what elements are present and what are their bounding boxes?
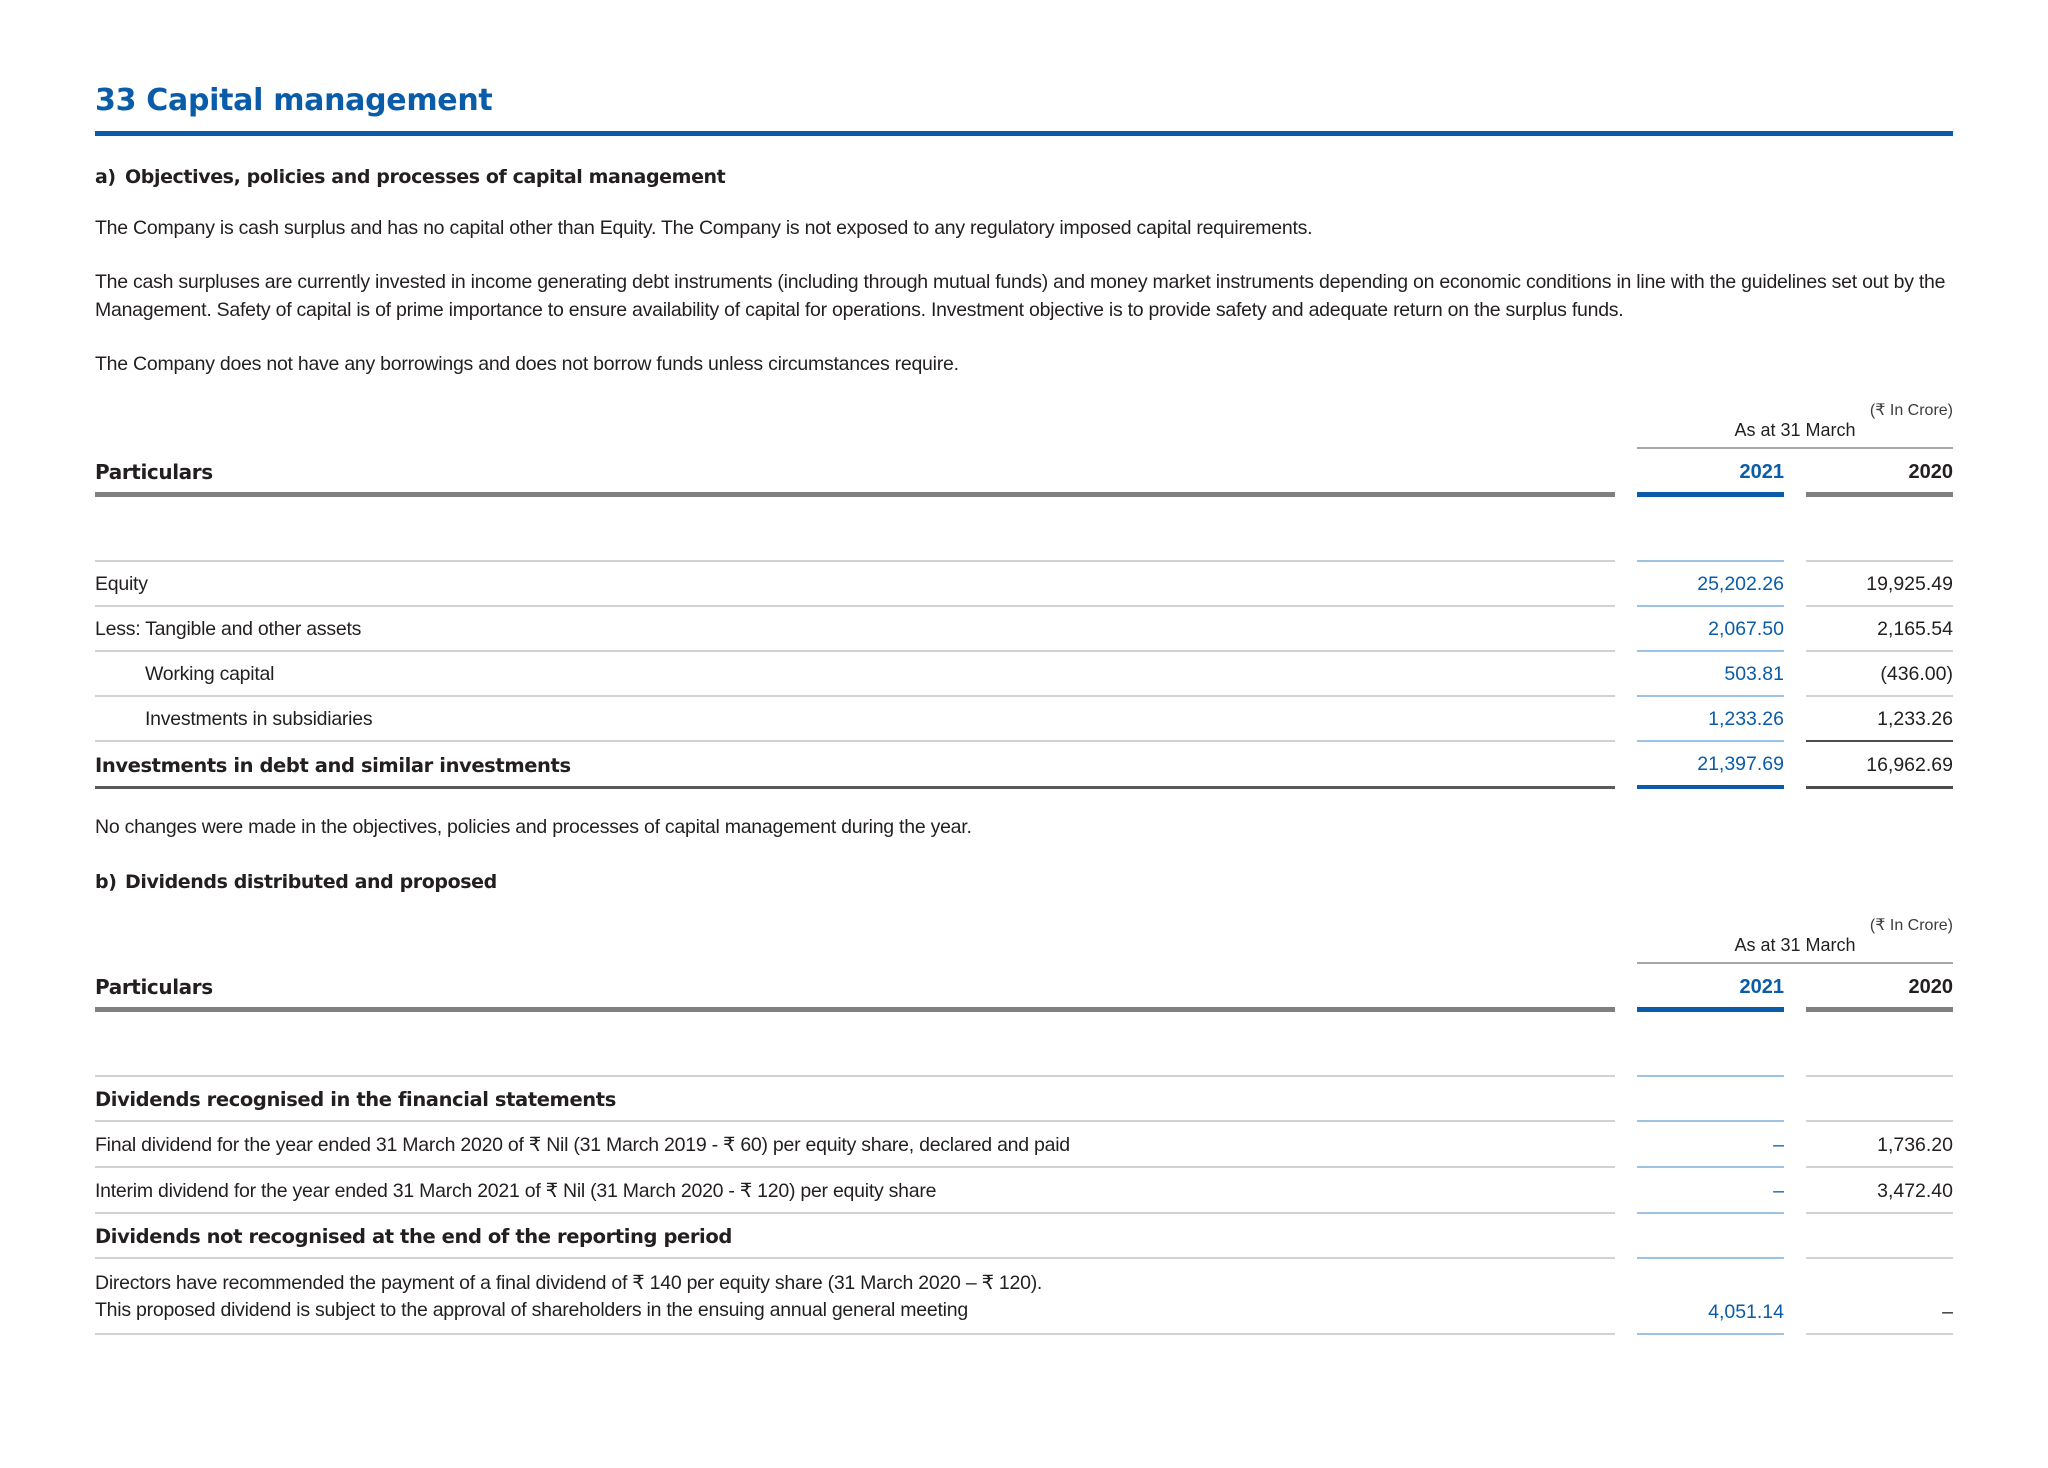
table-b-group-header: As at 31 March — [1637, 935, 1953, 964]
section-a-paragraph-2: The cash surpluses are currently invested in income generating debt instruments (including through mutual funds) and money market instruments depending on economic conditions in line with the guidelines set out by the Management. Safety of capital is of prime importance to ensure availability of capital for operations. Investment objective is to provide safety and adequate return on the surplus funds. — [95, 271, 1946, 321]
table-a-group-header: As at 31 March — [1637, 420, 1953, 449]
section-b-heading — [95, 871, 1953, 893]
row-label-line1: Directors have recommended the payment of a final dividend of ₹ 140 per equity share (31 March 2020 – ₹ 120). — [95, 1272, 1043, 1294]
row-value-2021: 25,202.26 — [1637, 562, 1784, 607]
table-row — [95, 562, 1953, 607]
row-label: Dividends recognised in the financial statements — [95, 1077, 1615, 1122]
dividends-table — [95, 935, 1953, 1335]
table-a-spacer-row — [95, 497, 1953, 562]
table-a-col-particulars: Particulars — [95, 449, 1615, 497]
row-value-2020 — [1806, 1214, 1953, 1259]
section-b-heading-text: Dividends distributed and proposed — [125, 871, 497, 893]
row-label-line2: This proposed dividend is subject to the approval of shareholders in the ensuing annual general meeting — [95, 1299, 968, 1321]
table-row — [95, 1168, 1953, 1214]
table-row — [95, 607, 1953, 652]
row-label: Investments in subsidiaries — [145, 708, 373, 730]
row-value-2021: 4,051.14 — [1637, 1290, 1784, 1335]
row-value-2020: 1,736.20 — [1806, 1123, 1953, 1168]
row-value-2021: 21,397.69 — [1637, 742, 1784, 789]
table-a-col-2020: 2020 — [1806, 450, 1953, 497]
row-label: Equity — [95, 562, 1615, 607]
row-value-2021 — [1637, 1214, 1784, 1259]
row-value-2020: – — [1806, 1290, 1953, 1335]
section-a-paragraph-1: The Company is cash surplus and has no capital other than Equity. The Company is not exposed to any regulatory imposed capital requirements. — [95, 217, 1313, 239]
table-b-spacer-row — [95, 1012, 1953, 1077]
row-label: Less: Tangible and other assets — [95, 607, 1615, 652]
row-value-2021 — [1637, 1077, 1784, 1122]
row-label: Dividends not recognised at the end of the reporting period — [95, 1214, 1615, 1259]
table-b-group-header-row — [95, 935, 1953, 964]
row-value-2021: 503.81 — [1637, 652, 1784, 697]
row-value-2020: (436.00) — [1806, 652, 1953, 697]
row-value-2021: – — [1637, 1123, 1784, 1168]
row-value-2020 — [1806, 1077, 1953, 1122]
page-title: 33 Capital management — [95, 83, 493, 118]
table-row — [95, 1122, 1953, 1168]
row-value-2020: 3,472.40 — [1806, 1169, 1953, 1214]
capital-management-table — [95, 420, 1953, 789]
section-a-paragraph-3: The Company does not have any borrowings and does not borrow funds unless circumstances require. — [95, 353, 959, 375]
row-label: Interim dividend for the year ended 31 March 2021 of ₹ Nil (31 March 2020 - ₹ 120) per equity share — [95, 1168, 1615, 1214]
table-b-col-2021: 2021 — [1637, 965, 1784, 1012]
row-value-2021: 1,233.26 — [1637, 697, 1784, 742]
row-value-2020: 16,962.69 — [1806, 743, 1953, 789]
table-row — [95, 1214, 1953, 1259]
table-row — [95, 1259, 1953, 1335]
table-b-units: (₹ In Crore) — [1869, 917, 1953, 934]
title-underline-rule — [95, 131, 1953, 136]
table-row — [95, 652, 1953, 697]
row-label: Working capital — [145, 663, 275, 685]
row-label: Investments in debt and similar investments — [95, 743, 1615, 789]
table-row — [95, 1077, 1953, 1122]
section-a-letter: a) — [95, 166, 116, 188]
row-value-2020: 19,925.49 — [1806, 562, 1953, 607]
section-a-closing-note: No changes were made in the objectives, policies and processes of capital management during the year. — [95, 816, 972, 838]
table-row — [95, 697, 1953, 742]
table-b-col-2020: 2020 — [1806, 965, 1953, 1012]
section-a-heading — [95, 166, 1953, 188]
table-b-header-row — [95, 964, 1953, 1012]
table-a-group-header-row — [95, 420, 1953, 449]
table-a-col-2021: 2021 — [1637, 450, 1784, 497]
table-a-header-row — [95, 449, 1953, 497]
table-total-row — [95, 742, 1953, 789]
row-value-2021: 2,067.50 — [1637, 607, 1784, 652]
section-b-letter: b) — [95, 871, 117, 893]
row-value-2020: 1,233.26 — [1806, 697, 1953, 742]
section-a-heading-text: Objectives, policies and processes of capital management — [125, 166, 726, 188]
table-b-col-particulars: Particulars — [95, 964, 1615, 1012]
row-value-2020: 2,165.54 — [1806, 607, 1953, 652]
row-value-2021: – — [1637, 1169, 1784, 1214]
row-label: Final dividend for the year ended 31 March 2020 of ₹ Nil (31 March 2019 - ₹ 60) per equity share, declared and paid — [95, 1122, 1615, 1168]
table-a-units: (₹ In Crore) — [1869, 402, 1953, 419]
